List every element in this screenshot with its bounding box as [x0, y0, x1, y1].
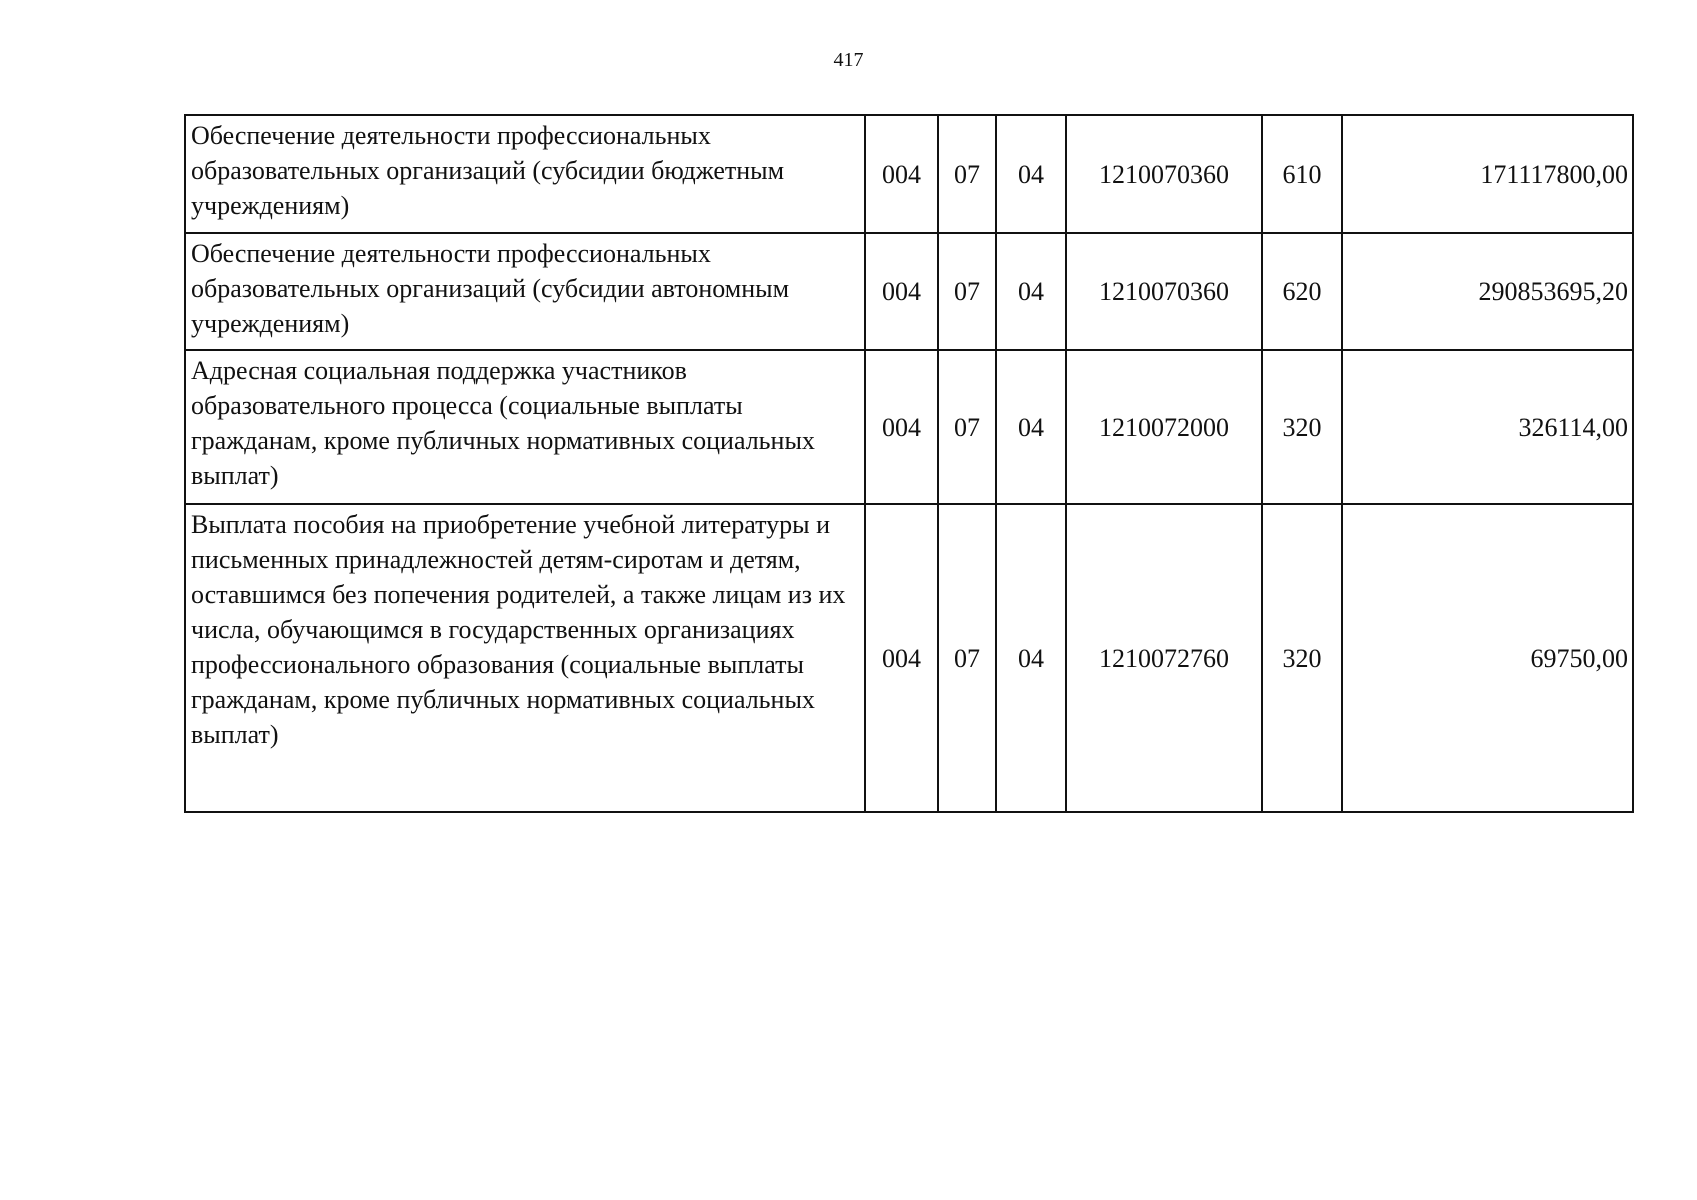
expense-type-cell: 610 — [1262, 115, 1342, 233]
ministry-code-cell: 004 — [865, 350, 938, 504]
ministry-code-cell: 004 — [865, 233, 938, 350]
description-cell: Обеспечение деятельности профессиональных образовательных организаций (субсидии автономным учреждениям) — [185, 233, 865, 350]
section-code-cell: 07 — [938, 350, 996, 504]
target-article-cell: 1210070360 — [1066, 115, 1262, 233]
expense-type-cell: 320 — [1262, 504, 1342, 812]
subsection-code-cell: 04 — [996, 233, 1066, 350]
amount-cell: 326114,00 — [1342, 350, 1633, 504]
description-cell: Выплата пособия на приобретение учебной литературы и письменных принадлежностей детям-сиротам и детям, оставшимся без попечения родителей, а также лицам из их числа, обучающимся в государственных организациях профессионального образования (социальные выплаты гражданам, кроме публичных нормативных социальных выплат) — [185, 504, 865, 812]
page-number: 417 — [833, 49, 864, 71]
subsection-code-cell: 04 — [996, 115, 1066, 233]
table-row — [185, 115, 1633, 233]
expense-type-cell: 620 — [1262, 233, 1342, 350]
section-code-cell: 07 — [938, 504, 996, 812]
target-article-cell: 1210070360 — [1066, 233, 1262, 350]
budget-table — [184, 114, 1634, 813]
description-cell: Адресная социальная поддержка участников образовательного процесса (социальные выплаты гражданам, кроме публичных нормативных социальных выплат) — [185, 350, 865, 504]
description-cell: Обеспечение деятельности профессиональных образовательных организаций (субсидии бюджетным учреждениям) — [185, 115, 865, 233]
ministry-code-cell: 004 — [865, 115, 938, 233]
subsection-code-cell: 04 — [996, 350, 1066, 504]
expense-type-cell: 320 — [1262, 350, 1342, 504]
target-article-cell: 1210072000 — [1066, 350, 1262, 504]
table-row — [185, 233, 1633, 350]
subsection-code-cell: 04 — [996, 504, 1066, 812]
amount-cell: 290853695,20 — [1342, 233, 1633, 350]
amount-cell: 69750,00 — [1342, 504, 1633, 812]
amount-cell: 171117800,00 — [1342, 115, 1633, 233]
ministry-code-cell: 004 — [865, 504, 938, 812]
section-code-cell: 07 — [938, 115, 996, 233]
table-row — [185, 504, 1633, 812]
target-article-cell: 1210072760 — [1066, 504, 1262, 812]
table-row — [185, 350, 1633, 504]
section-code-cell: 07 — [938, 233, 996, 350]
